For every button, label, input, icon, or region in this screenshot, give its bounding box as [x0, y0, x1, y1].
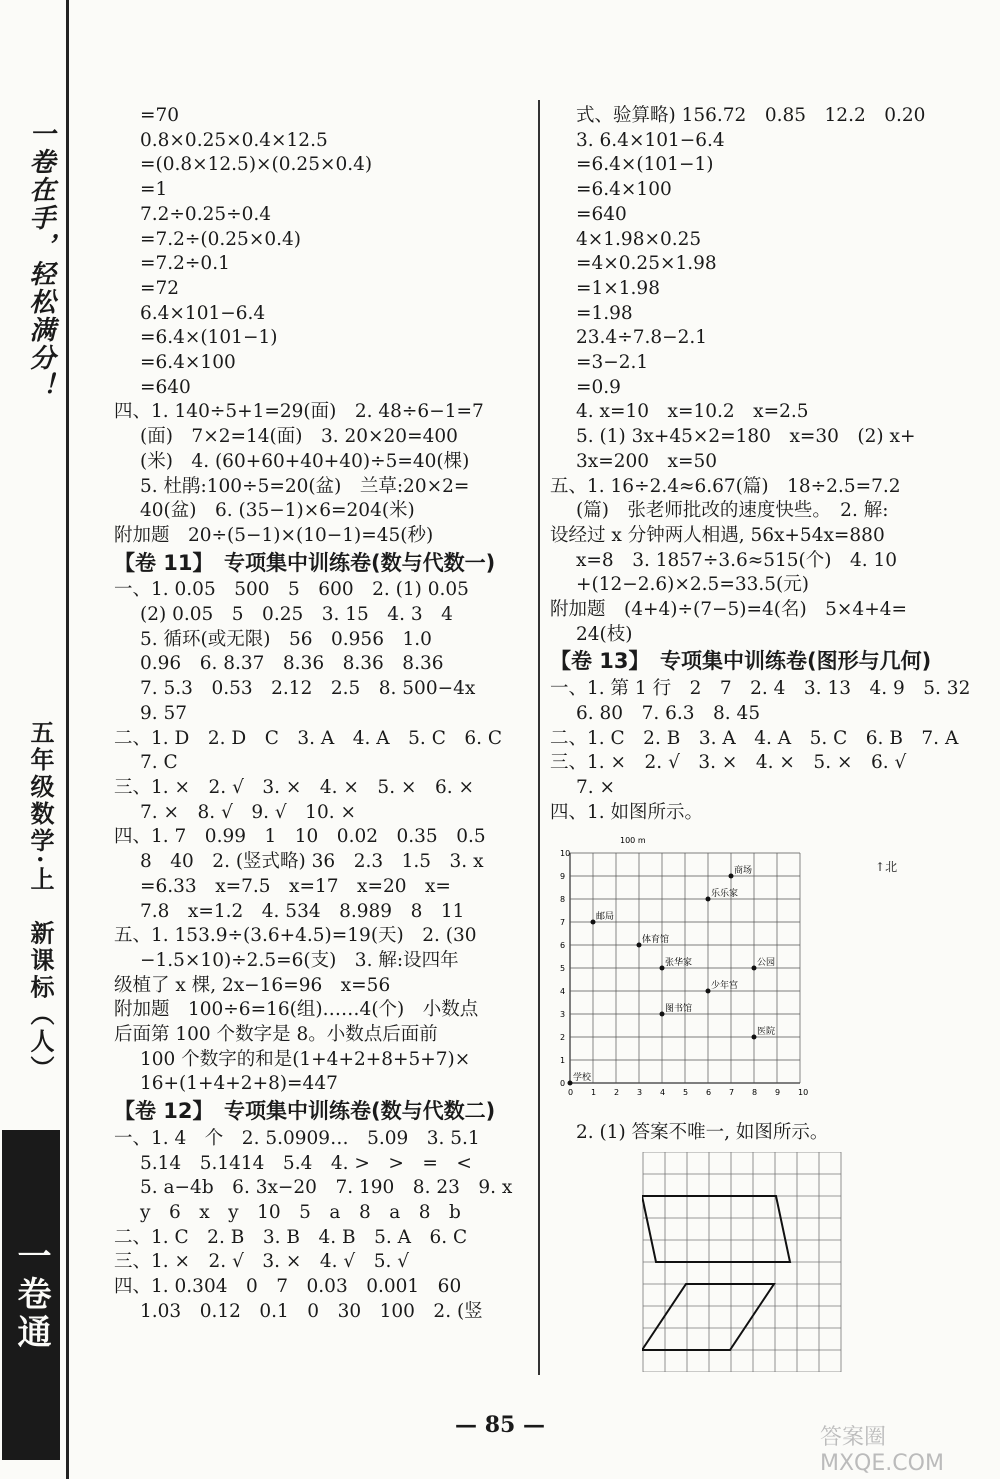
left_lines-line: =6.33 x=7.5 x=17 x=20 x=: [140, 875, 451, 897]
left_lines-line: 5. a−4b 6. 3x−20 7. 190 8. 23 9. x: [140, 1177, 513, 1199]
right_lines_top-line: 5. (1) 3x+45×2=180 x=30 (2) x+: [576, 426, 916, 448]
left_lines-line: 一、1. 4 个 2. 5.0909… 5.09 3. 5.1: [114, 1127, 480, 1149]
left_lines-line: 8 40 2. (竖式略) 36 2.3 1.5 3. x: [140, 851, 484, 873]
left_lines-line: 三、1. × 2. √ 3. × 4. × 5. × 6. ×: [114, 776, 474, 798]
y-tick-label: 10: [560, 849, 571, 859]
left-column: [114, 104, 529, 1324]
right_lines_top-line: 23.4÷7.8−2.1: [576, 327, 708, 349]
map-point: [706, 897, 711, 902]
left_lines-line: (2) 0.05 5 0.25 3. 15 4. 3 4: [140, 604, 453, 626]
right_lines_top-line: +(12−2.6)×2.5=33.5(元): [576, 574, 809, 596]
map-point: [591, 920, 596, 925]
left_lines-line: =70: [140, 105, 180, 126]
left_lines-line: =7.2÷0.1: [140, 253, 230, 275]
y-tick-label: 6: [560, 941, 566, 951]
y-tick-label: 4: [560, 987, 566, 997]
left_lines-line: =6.4×100: [140, 352, 236, 374]
right_lines_top-line: =640: [576, 203, 627, 225]
map-point: [706, 989, 711, 994]
left_lines-line: 0.96 6. 8.37 8.36 8.36 8.36: [140, 653, 444, 675]
map-point: [752, 1035, 757, 1040]
page-number: — 85 —: [455, 1412, 545, 1438]
map-place-label: 体育馆: [642, 935, 670, 946]
parallelogram-1: [642, 1196, 790, 1262]
map-scale-label: 100 m: [620, 836, 646, 846]
right_lines_top-line: 五、1. 16÷2.4≈6.67(篇) 18÷2.5=7.2: [550, 475, 901, 497]
map-point: [660, 1012, 665, 1017]
left_lines-line: 【卷 12】 专项集中训练卷(数与代数二): [114, 1099, 496, 1124]
left_lines-line: −1.5×10)÷2.5=6(支) 3. 解:设四年: [140, 949, 459, 971]
right-column: [550, 104, 971, 1380]
left_lines-line: 7. × 8. √ 9. √ 10. ×: [140, 801, 356, 823]
left_lines-line: =640: [140, 376, 191, 398]
map-place-label: 邮局: [596, 912, 615, 923]
right_lines_top-line: =6.4×100: [576, 179, 672, 201]
watermark: 答案圈 MXQE.COM: [820, 1425, 944, 1476]
right_lines_top-line: 24(枝): [576, 623, 633, 645]
map-place-label: 公园: [757, 958, 776, 969]
right_lines_top-line: 【卷 13】 专项集中训练卷(图形与几何): [550, 649, 932, 674]
parallelogram-2: [642, 1284, 774, 1350]
left_lines-line: 16+(1+4+2+8)=447: [140, 1073, 338, 1095]
left_lines-line: y 6 x y 10 5 a 8 a 8 b: [140, 1201, 461, 1223]
y-tick-label: 9: [560, 872, 566, 882]
y-tick-label: 0: [560, 1079, 566, 1089]
x-tick-label: 8: [752, 1088, 758, 1098]
right_lines_top-line: =1.98: [576, 302, 633, 324]
x-tick-label: 7: [729, 1088, 735, 1098]
right_lines_top-line: 四、1. 如图所示。: [550, 801, 704, 823]
x-tick-label: 0: [568, 1088, 574, 1098]
north-arrow-icon: ↑: [875, 860, 886, 875]
left_lines-line: 【卷 11】 专项集中训练卷(数与代数一): [114, 550, 496, 575]
map-point: [568, 1081, 573, 1086]
left_lines-line: 7. C: [140, 752, 178, 774]
left_lines-line: 三、1. × 2. √ 3. × 4. √ 5. √: [114, 1251, 410, 1273]
left_lines-line: 9. 57: [140, 702, 188, 724]
north-label: 北: [885, 860, 898, 875]
y-tick-label: 7: [560, 918, 566, 928]
parallelogram-grid-svg: [642, 1152, 852, 1372]
parallelogram-grid: [642, 1152, 968, 1380]
x-tick-label: 10: [798, 1088, 809, 1098]
right_lines_top-line: 设经过 x 分钟两人相遇, 56x+54x=880: [550, 524, 885, 546]
left_lines-line: 7.2÷0.25÷0.4: [140, 203, 272, 225]
y-tick-label: 2: [560, 1033, 566, 1043]
right_lines_top-line: 3. 6.4×101−6.4: [576, 129, 725, 151]
sidebar: [0, 0, 78, 1479]
right_lines_top-line: =6.4×(101−1): [576, 154, 714, 176]
left_lines-line: 100 个数字的和是(1+4+2+8+5+7)×: [140, 1048, 471, 1070]
q2-text: 2. (1) 答案不唯一, 如图所示。: [576, 1122, 829, 1144]
left_lines-line: 二、1. D 2. D C 3. A 4. A 5. C 6. C: [114, 727, 503, 749]
right_lines_top-line: 式、验算略) 156.72 0.85 12.2 0.20: [576, 105, 926, 126]
left_lines-line: 40(盆) 6. (35−1)×6=204(米): [140, 500, 415, 522]
series-logo: 一卷通: [2, 1130, 60, 1460]
right_lines_top-line: 4. x=10 x=10.2 x=2.5: [576, 401, 809, 423]
map-point: [637, 943, 642, 948]
left_lines-line: =72: [140, 277, 180, 299]
map-place-label: 少年宫: [711, 981, 739, 992]
right_lines_top-line: (篇) 张老师批改的速度快些。 2. 解:: [576, 500, 889, 522]
right_lines_top-line: 二、1. C 2. B 3. A 4. A 5. C 6. B 7. A: [550, 727, 959, 749]
sidebar-divider-line: [66, 0, 69, 1479]
map-point: [660, 966, 665, 971]
x-tick-label: 4: [660, 1088, 666, 1098]
book-title: 五年级数学·上 新课标（人）: [26, 720, 55, 1083]
y-tick-label: 1: [560, 1056, 566, 1066]
right_lines_top-line: 4×1.98×0.25: [576, 228, 702, 250]
y-tick-label: 5: [560, 964, 566, 974]
left_lines-line: 7.8 x=1.2 4. 534 8.989 8 11: [140, 900, 465, 922]
coordinate-map: [550, 833, 968, 1119]
map-place-label: 医院: [757, 1027, 776, 1038]
right_lines_top-line: =0.9: [576, 376, 621, 398]
left_lines-line: 附加题 20÷(5−1)×(10−1)=45(秒): [114, 524, 434, 546]
x-tick-label: 2: [614, 1088, 620, 1098]
right_lines_top-line: 三、1. × 2. √ 3. × 4. × 5. × 6. √: [550, 752, 907, 774]
x-tick-label: 3: [637, 1088, 643, 1098]
left_lines-line: 5. 杜鹃:100÷5=20(盆) 兰草:20×2=: [140, 475, 470, 497]
right_lines_top-line: =1×1.98: [576, 277, 660, 299]
right_lines_top-line: =4×0.25×1.98: [576, 253, 717, 275]
left_lines-line: 5. 循环(或无限) 56 0.956 1.0: [140, 628, 432, 650]
left_lines-line: =6.4×(101−1): [140, 327, 278, 349]
map-place-label: 商场: [734, 866, 753, 877]
map-place-label: 图书馆: [665, 1004, 693, 1015]
left_lines-line: 6.4×101−6.4: [140, 302, 266, 324]
x-tick-label: 1: [591, 1088, 597, 1098]
x-tick-label: 5: [683, 1088, 689, 1098]
left_lines-line: (面) 7×2=14(面) 3. 20×20=400: [140, 426, 458, 448]
left_lines-line: =1: [140, 179, 168, 201]
right-text-block: [550, 104, 971, 825]
column-divider: [538, 100, 540, 1375]
left_lines-line: 四、1. 7 0.99 1 10 0.02 0.35 0.5: [114, 826, 486, 848]
y-tick-label: 8: [560, 895, 566, 905]
left_lines-line: 四、1. 140÷5+1=29(面) 2. 48÷6−1=7: [114, 401, 484, 423]
left_lines-line: 5.14 5.1414 5.4 4. > > = <: [140, 1152, 472, 1174]
right_lines_top-line: 3x=200 x=50: [576, 450, 717, 472]
left_lines-line: 1.03 0.12 0.1 0 30 100 2. (竖: [140, 1300, 483, 1322]
left_lines-line: =(0.8×12.5)×(0.25×0.4): [140, 154, 373, 176]
left_lines-line: 后面第 100 个数字是 8。小数点后面前: [114, 1024, 438, 1046]
left_lines-line: (米) 4. (60+60+40+40)÷5=40(棵): [140, 450, 470, 472]
north-indicator: [875, 855, 897, 880]
left_lines-line: 五、1. 153.9÷(3.6+4.5)=19(天) 2. (30: [114, 925, 477, 947]
map-place-label: 张华家: [665, 958, 693, 969]
left_lines-line: =7.2÷(0.25×0.4): [140, 228, 301, 250]
right_lines_top-line: 6. 80 7. 6.3 8. 45: [576, 702, 761, 724]
y-tick-label: 3: [560, 1010, 566, 1020]
x-tick-label: 9: [775, 1088, 781, 1098]
map-place-label: 学校: [573, 1073, 592, 1084]
map-point: [752, 966, 757, 971]
left_lines-line: 附加题 100÷6=16(组)……4(个) 小数点: [114, 999, 479, 1021]
map-place-label: 乐乐家: [711, 889, 739, 900]
left_lines-line: 一、1. 0.05 500 5 600 2. (1) 0.05: [114, 579, 469, 601]
right_lines_top-line: 一、1. 第 1 行 2 7 2. 4 3. 13 4. 9 5. 32: [550, 678, 971, 700]
right_lines_top-line: 7. ×: [576, 776, 616, 798]
right_lines_top-line: =3−2.1: [576, 352, 649, 374]
left_lines-line: 级植了 x 棵, 2x−16=96 x=56: [114, 974, 391, 996]
right_lines_top-line: x=8 3. 1857÷3.6≈515(个) 4. 10: [576, 549, 898, 571]
left_lines-line: 7. 5.3 0.53 2.12 2.5 8. 500−4x: [140, 678, 476, 700]
right_lines_top-line: 附加题 (4+4)÷(7−5)=4(名) 5×4+4=: [550, 599, 907, 621]
slogan: 一卷在手，轻松满分！: [25, 120, 55, 400]
map-grid-svg: [550, 833, 850, 1111]
left_lines-line: 四、1. 0.304 0 7 0.03 0.001 60: [114, 1276, 462, 1298]
left_lines-line: 0.8×0.25×0.4×12.5: [140, 129, 328, 151]
left_lines-line: 二、1. C 2. B 3. B 4. B 5. A 6. C: [114, 1226, 468, 1248]
x-tick-label: 6: [706, 1088, 712, 1098]
map-point: [729, 874, 734, 879]
